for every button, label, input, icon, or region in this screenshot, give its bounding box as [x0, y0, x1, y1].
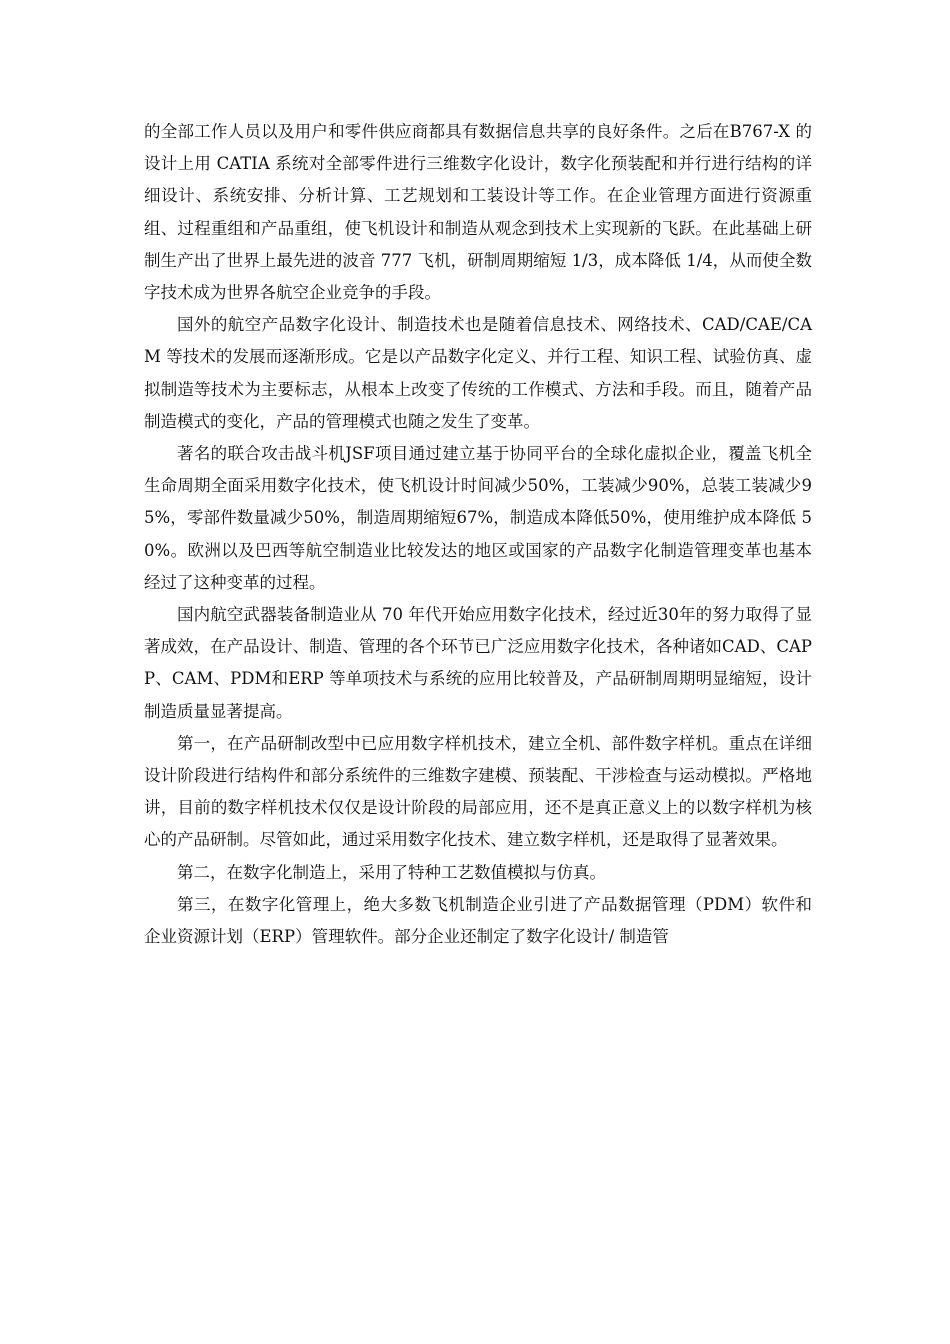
paragraph-1: 的全部工作人员以及用户和零件供应商都具有数据信息共享的良好条件。之后在B767-X 的设计上用 CATIA 系统对全部零件进行三维数字化设计，数字化预装配和并行进行结构的详细设计、系统安排、分析计算、工艺规划和工装设计等工作。在企业管理方面进行资源重组、过程重组和产品重组，使飞机设计和制造从观念到技术上实现新的飞跃。在此基础上研制生产出了世界上最先进的波音 777 飞机，研制周期缩短 1/3，成本降低 1/4，从而使全数字技术成为世界各航空企业竞争的手段。	[144, 122, 812, 303]
document-body	[144, 116, 812, 953]
paragraph-5: 第一，在产品研制改型中已应用数字样机技术，建立全机、部件数字样机。重点在详细设计阶段进行结构件和部分系统件的三维数字建模、预装配、干涉检查与运动模拟。严格地讲，目前的数字样机技术仅仅是设计阶段的局部应用，还不是真正意义上的以数字样机为核心的产品研制。尽管如此，通过采用数字化技术、建立数字样机，还是取得了显著效果。	[144, 733, 812, 850]
paragraph-6: 第二，在数字化制造上，采用了特种工艺数值模拟与仿真。	[177, 862, 606, 882]
paragraph-2: 国外的航空产品数字化设计、制造技术也是随着信息技术、网络技术、CAD/CAE/CAM 等技术的发展而逐渐形成。它是以产品数字化定义、并行工程、知识工程、试验仿真、虚拟制造等技术为主要标志，从根本上改变了传统的工作模式、方法和手段。而且，随着产品制造模式的变化，产品的管理模式也随之发生了变革。	[144, 315, 812, 431]
paragraph-3: 著名的联合攻击战斗机JSF项目通过建立基于协同平台的全球化虚拟企业，覆盖飞机全生命周期全面采用数字化技术，使飞机设计时间减少50%，工装减少90%，总装工装减少95%，零部件数量减少50%，制造周期缩短67%，制造成本降低50%，使用维护成本降低 50%。欧洲以及巴西等航空制造业比较发达的地区或国家的产品数字化制造管理变革也基本经过了这种变革的过程。	[144, 444, 812, 592]
paragraph-4: 国内航空武器装备制造业从 70 年代开始应用数字化技术，经过近30年的努力取得了显著成效，在产品设计、制造、管理的各个环节已广泛应用数字化技术，各种诸如CAD、CAPP、CAM、PDM和ERP 等单项技术与系统的应用比较普及，产品研制周期明显缩短，设计制造质量显著提高。	[144, 605, 812, 721]
paragraph-7: 第三，在数字化管理上，绝大多数飞机制造企业引进了产品数据管理（PDM）软件和企业资源计划（ERP）管理软件。部分企业还制定了数字化设计/ 制造管	[144, 894, 812, 947]
